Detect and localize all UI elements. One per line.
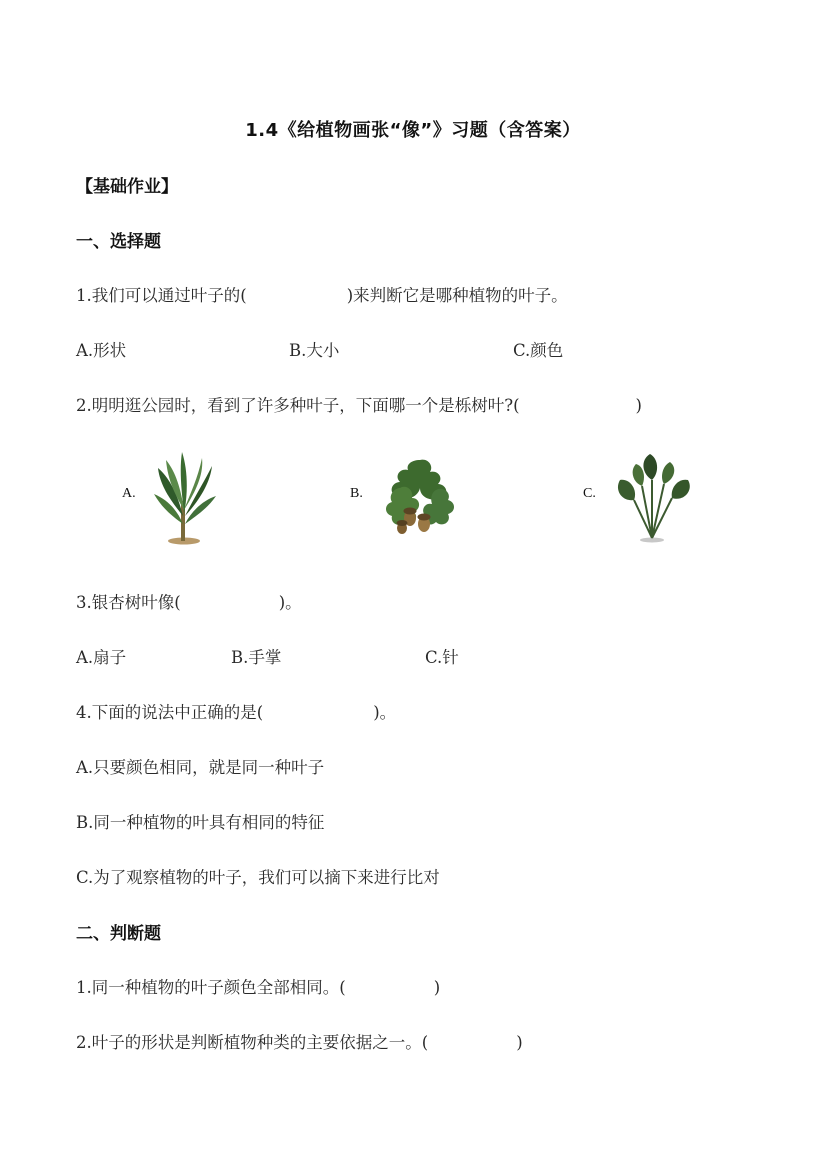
image-label-c: C. <box>583 486 596 501</box>
plant-b-oak-icon <box>380 454 460 538</box>
question-2-text: 2.明明逛公园时，看到了许多种叶子，下面哪一个是栎树叶?( <box>76 396 520 415</box>
question-3 <box>76 589 302 613</box>
q1-option-b: B.大小 <box>289 341 340 360</box>
part1-heading: 一、选择题 <box>76 232 161 252</box>
question-4-text-end: )。 <box>373 703 397 722</box>
question-2-text-end: ) <box>635 396 642 415</box>
judgement-2 <box>76 1029 523 1053</box>
question-3-text: 3.银杏树叶像( <box>76 593 181 612</box>
judgement-2-text-end: ) <box>516 1033 523 1052</box>
plant-a-icon <box>146 446 222 546</box>
q1-option-c: C.颜色 <box>513 341 564 360</box>
q4-option-c: C.为了观察植物的叶子，我们可以摘下来进行比对 <box>76 868 440 887</box>
plant-c-icon <box>612 450 696 544</box>
q4-option-b: B.同一种植物的叶具有相同的特征 <box>76 813 325 832</box>
judgement-2-text: 2.叶子的形状是判断植物种类的主要依据之一。( <box>76 1033 429 1052</box>
q3-option-a: A.扇子 <box>76 648 127 667</box>
image-label-a: A. <box>122 486 136 501</box>
question-1-text-end: )来判断它是哪种植物的叶子。 <box>346 286 568 305</box>
judgement-1 <box>76 974 440 998</box>
q3-option-b: B.手掌 <box>231 648 282 667</box>
question-4 <box>76 699 396 723</box>
q3-option-c: C.针 <box>425 648 459 667</box>
page-title: 1.4《给植物画张“像”》习题（含答案） <box>245 120 581 141</box>
section-basic-heading: 【基础作业】 <box>76 177 178 197</box>
part2-heading: 二、判断题 <box>76 924 161 944</box>
question-3-text-end: )。 <box>278 593 302 612</box>
judgement-1-text-end: ) <box>433 978 441 997</box>
question-2 <box>76 392 642 416</box>
question-1 <box>76 282 568 306</box>
q4-option-a: A.只要颜色相同，就是同一种叶子 <box>76 758 325 777</box>
question-1-text: 1.我们可以通过叶子的( <box>76 286 247 305</box>
image-label-b: B. <box>350 486 363 501</box>
q1-option-a: A.形状 <box>76 341 127 360</box>
question-4-text: 4.下面的说法中正确的是( <box>76 703 264 722</box>
judgement-1-text: 1.同一种植物的叶子颜色全部相同。( <box>76 978 346 997</box>
